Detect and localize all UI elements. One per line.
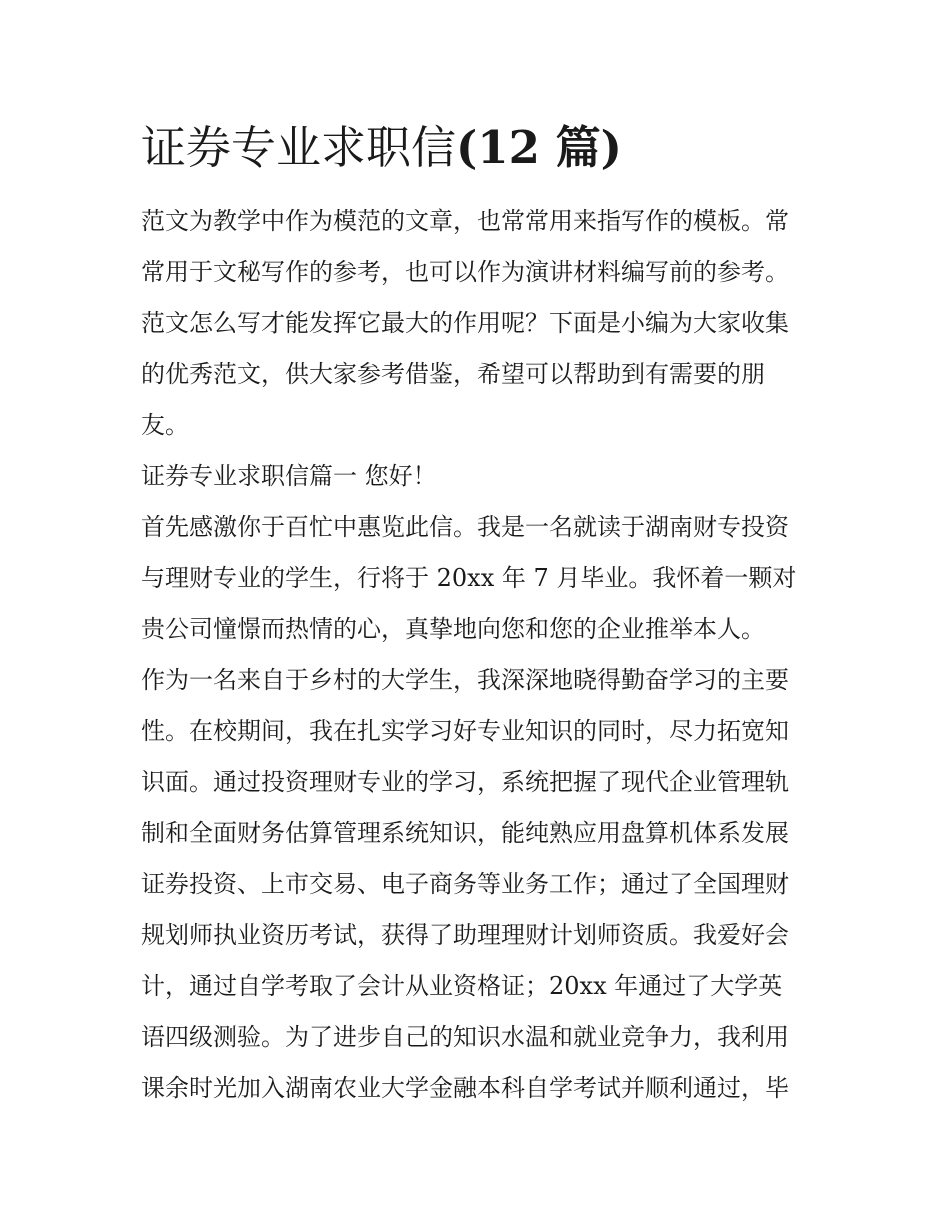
title-main: 证券专业求职信 <box>141 121 457 174</box>
body-line: 与理财专业的学生，行将于 20xx 年 7 月毕业。我怀着一颗对 <box>141 564 797 592</box>
body-line: 常用于文秘写作的参考，也可以作为演讲材料编写前的参考。 <box>141 258 789 286</box>
body-line: 制和全面财务估算管理系统知识，能纯熟应用盘算机体系发展 <box>141 819 789 847</box>
body-line: 计，通过自学考取了会计从业资格证；20xx 年通过了大学英 <box>141 972 783 1000</box>
body-line: 课余时光加入湖南农业大学金融本科自学考试并顺利通过，毕 <box>141 1074 789 1102</box>
body-line: 识面。通过投资理财专业的学习，系统把握了现代企业管理轨 <box>141 768 789 796</box>
body-line: 证券投资、上市交易、电子商务等业务工作；通过了全国理财 <box>141 870 789 898</box>
document-title <box>141 118 622 178</box>
section-heading: 证券专业求职信篇一 您好！ <box>141 462 437 490</box>
body-line: 友。 <box>141 411 189 439</box>
body-line: 语四级测验。为了进步自己的知识水温和就业竞争力，我利用 <box>141 1023 789 1051</box>
body-line: 贵公司憧憬而热情的心，真挚地向您和您的企业推举本人。 <box>141 615 765 643</box>
body-line: 规划师执业资历考试，获得了助理理财计划师资质。我爱好会 <box>141 921 789 949</box>
body-line: 首先感激你于百忙中惠览此信。我是一名就读于湖南财专投资 <box>141 513 789 541</box>
body-line: 范文为教学中作为模范的文章，也常常用来指写作的模板。常 <box>141 207 789 235</box>
document-body <box>141 196 821 1114</box>
body-line: 的优秀范文，供大家参考借鉴，希望可以帮助到有需要的朋 <box>141 360 765 388</box>
body-line: 作为一名来自于乡村的大学生，我深深地晓得勤奋学习的主要 <box>141 666 789 694</box>
title-suffix: (12 篇) <box>456 121 622 174</box>
body-line: 范文怎么写才能发挥它最大的作用呢？下面是小编为大家收集 <box>141 309 789 337</box>
body-line: 性。在校期间，我在扎实学习好专业知识的同时，尽力拓宽知 <box>141 717 789 745</box>
